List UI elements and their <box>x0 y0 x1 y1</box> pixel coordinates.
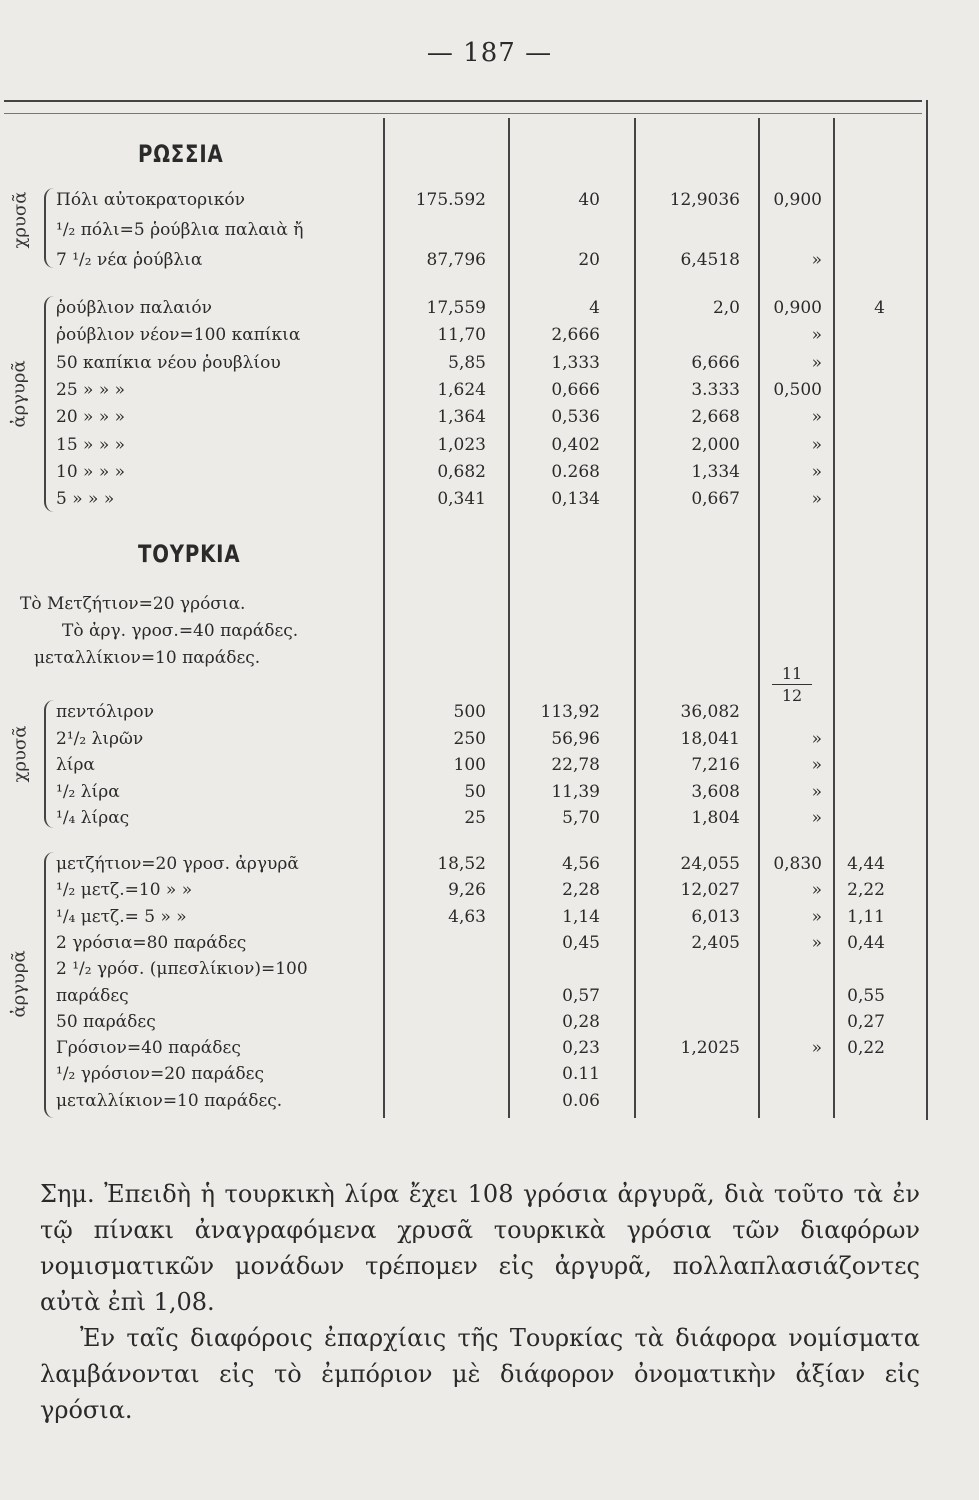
row-label: ¹/₂ πόλι=5 ῥούβλια παλαιὰ ἤ <box>56 220 304 240</box>
cell-c2: 20 <box>578 250 600 270</box>
cell-c4: » <box>811 808 822 828</box>
fraction-bar <box>772 684 812 685</box>
section-title-russia: ΡΩΣΣΙΑ <box>138 140 224 168</box>
cell-c2: 0,666 <box>551 379 600 400</box>
cell-c2: 0,57 <box>562 985 600 1006</box>
cell-c2: 22,78 <box>551 755 600 775</box>
cell-c3: 6,013 <box>691 906 740 927</box>
row-label: Γρόσιον=40 παράδες <box>56 1038 241 1059</box>
cell-c1: 1,023 <box>437 434 486 455</box>
cell-c2: 2,666 <box>551 325 600 346</box>
cell-c1: 50 <box>464 781 486 802</box>
row-label: παράδες <box>56 985 129 1006</box>
cell-c4: 0,900 <box>773 298 822 318</box>
footnote <box>40 1176 920 1428</box>
cell-c5: 1,11 <box>847 906 885 927</box>
row-label: 15 » » » <box>56 434 126 455</box>
row-label: Πόλι αὐτοκρατορικόν <box>56 190 245 210</box>
cell-c4: » <box>811 781 822 802</box>
row-label: ῥούβλιον παλαιόν <box>56 298 212 318</box>
cell-c2: 0.11 <box>562 1064 600 1085</box>
cell-c3: 6,4518 <box>680 250 740 270</box>
cell-c1: 1,624 <box>437 379 486 400</box>
row-label: 2 ¹/₂ γρόσ. (μπεσλίκιον)=100 <box>56 959 308 980</box>
cell-c1: 17,559 <box>426 298 486 318</box>
column-rule-1 <box>383 118 385 1118</box>
fraction-eleven-twelfths <box>772 664 812 705</box>
cell-c1: 100 <box>453 755 486 775</box>
row-label: ῥούβλιον νέον=100 καπίκια <box>56 325 301 346</box>
cell-c1: 0,682 <box>437 461 486 482</box>
row-label: ¹/₄ λίρας <box>56 808 130 828</box>
cell-c4: » <box>811 880 822 901</box>
cell-c1: 175.592 <box>415 190 486 210</box>
cell-c3: 12,027 <box>680 880 740 901</box>
cell-c4: 0,830 <box>773 854 822 874</box>
side-label-russia-silver: ἀργυρᾶ <box>8 360 30 428</box>
cell-c1: 25 <box>464 808 486 828</box>
brace-russia-silver <box>44 296 54 512</box>
cell-c4: 0,900 <box>773 190 822 210</box>
cell-c4: » <box>811 434 822 455</box>
brace-turkey-gold <box>44 700 54 828</box>
cell-c2: 0,134 <box>551 489 600 510</box>
side-label-turkey-gold: χρυσᾶ <box>9 725 31 783</box>
cell-c2: 0.06 <box>562 1090 600 1111</box>
cell-c4: » <box>811 906 822 927</box>
row-label: μετζήτιον=20 γροσ. ἀργυρᾶ <box>56 854 299 874</box>
cell-c2: 4 <box>589 298 600 318</box>
cell-c3: 3,608 <box>691 781 740 802</box>
cell-c2: 40 <box>578 190 600 210</box>
row-label: ¹/₂ μετζ.=10 » » <box>56 880 193 901</box>
cell-c4: » <box>811 352 822 373</box>
cell-c5: 4 <box>874 298 885 318</box>
row-label: ¹/₂ λίρα <box>56 781 120 802</box>
cell-c1: 500 <box>453 702 486 722</box>
cell-c2: 1,14 <box>562 906 600 927</box>
cell-c1: 0,341 <box>437 489 486 510</box>
side-label-turkey-silver: ἀργυρᾶ <box>8 950 30 1018</box>
section-title-turkey: ΤΟΥΡΚΙΑ <box>138 540 241 568</box>
cell-c5: 0,55 <box>847 985 885 1006</box>
cell-c3: 7,216 <box>691 755 740 775</box>
cell-c1: 18,52 <box>437 854 486 874</box>
row-label: 2¹/₂ λιρῶν <box>56 728 144 749</box>
cell-c2: 113,92 <box>540 702 600 722</box>
cell-c4: » <box>811 407 822 428</box>
brace-russia-gold <box>44 188 54 268</box>
page-number: — 187 — <box>426 38 553 68</box>
cell-c4: » <box>811 461 822 482</box>
footnote-paragraph-1: Σημ. Ἐπειδὴ ἡ τουρκικὴ λίρα ἔχει 108 γρόσια ἀργυρᾶ, διὰ τοῦτο τὰ ἐν τῷ πίνακι ἀναγραφόμενα χρυσᾶ τουρκικὰ γρόσια τῶν διαφόρων νομισματικῶν μονάδων τρέπομεν εἰς ἀργυρᾶ, πολλαπλασιάζοντες αὐτὰ ἐπὶ 1,08. <box>40 1180 920 1316</box>
cell-c3: 2,000 <box>691 434 740 455</box>
cell-c1: 11,70 <box>437 325 486 346</box>
footnote-paragraph-2: Ἐν ταῖς διαφόροις ἐπαρχίαις τῆς Τουρκίας τὰ διάφορα νομίσματα λαμβάνονται εἰς τὸ ἐμπόριον μὲ διάφορον ὀνοματικὴν ἀξίαν εἰς γρόσια. <box>40 1324 920 1424</box>
cell-c4: » <box>811 250 822 270</box>
cell-c3: 24,055 <box>680 854 740 874</box>
cell-c2: 11,39 <box>551 781 600 802</box>
turkey-intro-1: Τὸ Μετζήτιον=20 γρόσια. <box>20 594 246 614</box>
row-label: μεταλλίκιον=10 παράδες. <box>56 1090 283 1111</box>
cell-c2: 1,333 <box>551 352 600 373</box>
cell-c3: 2,405 <box>691 932 740 953</box>
row-label: 2 γρόσια=80 παράδες <box>56 932 247 953</box>
turkey-intro-2: Τὸ ἀργ. γροσ.=40 παράδες. <box>62 621 299 641</box>
cell-c5: 0,27 <box>847 1011 885 1032</box>
cell-c4: » <box>811 932 822 953</box>
cell-c4: » <box>811 489 822 510</box>
cell-c4: » <box>811 325 822 346</box>
top-rule <box>4 100 922 102</box>
cell-c2: 0,23 <box>562 1038 600 1059</box>
cell-c3: 1,804 <box>691 808 740 828</box>
cell-c3: 2,668 <box>691 407 740 428</box>
column-rule-5 <box>833 118 835 1118</box>
top-rule-thin <box>4 113 922 114</box>
cell-c5: 2,22 <box>847 880 885 901</box>
cell-c3: 6,666 <box>691 352 740 373</box>
row-label: 7 ¹/₂ νέα ῥούβλια <box>56 250 203 270</box>
cell-c2: 56,96 <box>551 728 600 749</box>
cell-c1: 250 <box>453 728 486 749</box>
cell-c1: 87,796 <box>426 250 486 270</box>
cell-c3: 1,334 <box>691 461 740 482</box>
cell-c2: 0.268 <box>551 461 600 482</box>
row-label: 5 » » » <box>56 489 115 510</box>
cell-c1: 9,26 <box>448 880 486 901</box>
cell-c2: 2,28 <box>562 880 600 901</box>
cell-c3: 12,9036 <box>669 190 740 210</box>
cell-c1: 5,85 <box>448 352 486 373</box>
cell-c2: 0,28 <box>562 1011 600 1032</box>
cell-c3: 18,041 <box>680 728 740 749</box>
row-label: 20 » » » <box>56 407 126 428</box>
cell-c2: 5,70 <box>562 808 600 828</box>
cell-c3: 2,0 <box>712 298 740 318</box>
column-rule-6 <box>926 100 928 1120</box>
row-label: πεντόλιρον <box>56 702 154 722</box>
row-label: 50 παράδες <box>56 1011 156 1032</box>
cell-c4: » <box>811 755 822 775</box>
turkey-intro-3: μεταλλίκιον=10 παράδες. <box>34 648 261 668</box>
cell-c2: 0,536 <box>551 407 600 428</box>
cell-c2: 4,56 <box>562 854 600 874</box>
cell-c5: 0,22 <box>847 1038 885 1059</box>
side-label-russia-gold: χρυσᾶ <box>9 191 31 249</box>
cell-c5: 0,44 <box>847 932 885 953</box>
row-label: 10 » » » <box>56 461 126 482</box>
fraction-numerator: 11 <box>781 664 803 683</box>
cell-c3: 3.333 <box>691 379 740 400</box>
cell-c3: 0,667 <box>691 489 740 510</box>
row-label: 50 καπίκια νέου ῥουβλίου <box>56 352 281 373</box>
cell-c1: 1,364 <box>437 407 486 428</box>
cell-c5: 4,44 <box>847 854 885 874</box>
row-label: λίρα <box>56 755 95 775</box>
cell-c2: 0,45 <box>562 932 600 953</box>
cell-c3: 36,082 <box>680 702 740 722</box>
row-label: 25 » » » <box>56 379 126 400</box>
row-label: ¹/₂ γρόσιον=20 παράδες <box>56 1064 264 1085</box>
cell-c2: 0,402 <box>551 434 600 455</box>
brace-turkey-silver <box>44 852 54 1118</box>
cell-c3: 1,2025 <box>680 1038 740 1059</box>
column-rule-2 <box>508 118 510 1118</box>
cell-c1: 4,63 <box>448 906 486 927</box>
cell-c4: 0,500 <box>773 379 822 400</box>
cell-c4: » <box>811 1038 822 1059</box>
cell-c4: » <box>811 728 822 749</box>
row-label: ¹/₄ μετζ.= 5 » » <box>56 906 187 927</box>
fraction-denominator: 12 <box>781 686 803 705</box>
